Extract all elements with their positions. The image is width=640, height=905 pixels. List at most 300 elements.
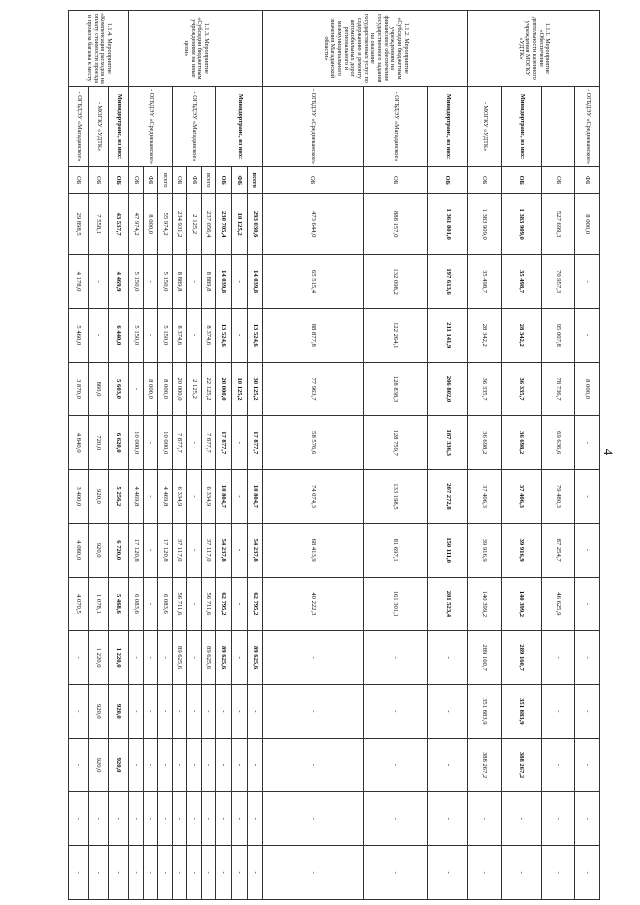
amount-cell: 860,0 xyxy=(89,362,109,416)
amount-cell: - xyxy=(363,846,428,900)
amount-cell: 47 974,2 xyxy=(129,194,144,255)
amount-cell: 161 301,1 xyxy=(363,577,428,631)
amount-cell: - xyxy=(428,631,468,685)
amount-cell: 37 117,0 xyxy=(172,523,187,577)
amount-cell: - xyxy=(428,738,468,792)
amount-cell: 150 111,0 xyxy=(428,523,468,577)
amount-cell: - xyxy=(363,738,428,792)
amount-cell: 5 460,0 xyxy=(69,308,89,362)
amount-cell: 6 720,0 xyxy=(109,523,129,577)
executor-cell xyxy=(542,86,575,167)
amount-cell: 132 098,2 xyxy=(363,255,428,309)
amount-cell: - xyxy=(231,631,247,685)
amount-cell: 17 120,8 xyxy=(158,523,173,577)
amount-cell: 28 342,2 xyxy=(468,308,501,362)
activity-name-cell: 1.1.4. Мероприятие «Компенсация расходов на оплату стоимости проезда и провоза багажа к месту xyxy=(69,11,129,87)
amount-cell: 81 697,1 xyxy=(363,523,428,577)
amount-cell: - xyxy=(89,792,109,846)
amount-cell: 20 000,0 xyxy=(172,362,187,416)
amount-cell: 10 804,7 xyxy=(247,470,263,524)
amount-cell: 4 469,9 xyxy=(109,255,129,309)
amount-cell: 8 374,6 xyxy=(172,308,187,362)
amount-cell: 2 125,2 xyxy=(187,194,202,255)
executor-cell: Минидортранс, из них: xyxy=(501,86,541,167)
amount-cell: - xyxy=(172,684,187,738)
executor-cell: Минидортранс, из них: xyxy=(109,86,129,167)
amount-cell: 37 406,3 xyxy=(468,470,501,524)
amount-cell: 5 150,0 xyxy=(158,308,173,362)
amount-cell: 1 383 909,0 xyxy=(468,194,501,255)
amount-cell: - xyxy=(216,738,232,792)
amount-cell: - xyxy=(129,738,144,792)
amount-cell: - xyxy=(263,684,363,738)
amount-cell: - xyxy=(363,631,428,685)
amount-cell: 6 620,0 xyxy=(109,416,129,470)
funding-source-cell: всего xyxy=(247,167,263,194)
funding-source-cell: ОБ xyxy=(542,167,575,194)
amount-cell: - xyxy=(575,792,600,846)
amount-cell: - xyxy=(143,631,158,685)
amount-cell: - xyxy=(363,684,428,738)
amount-cell: 14 039,8 xyxy=(247,255,263,309)
funding-source-cell: ОБ xyxy=(468,167,501,194)
amount-cell: - xyxy=(247,792,263,846)
table-row xyxy=(263,11,363,900)
amount-cell: 8 000,0 xyxy=(575,362,600,416)
amount-cell: - xyxy=(158,684,173,738)
funding-source-cell: ОБ xyxy=(216,167,232,194)
amount-cell: 133 198,5 xyxy=(363,470,428,524)
executor-cell: - ОГБДЭУ «Магаданское» xyxy=(172,86,216,167)
amount-cell: - xyxy=(542,792,575,846)
amount-cell: - xyxy=(129,631,144,685)
amount-cell: - xyxy=(542,738,575,792)
amount-cell: 8 000,0 xyxy=(143,362,158,416)
amount-cell: 4 469,8 xyxy=(158,470,173,524)
amount-cell: 68 413,9 xyxy=(263,523,363,577)
amount-cell: - xyxy=(109,792,129,846)
page-number: 4 xyxy=(601,448,616,456)
amount-cell: 1 383 909,0 xyxy=(501,194,541,255)
amount-cell: 5 468,6 xyxy=(109,577,129,631)
executor-cell: - ОГБДЭУ «Среднеканское» xyxy=(575,86,600,167)
amount-cell: - xyxy=(143,577,158,631)
amount-cell: 5 150,0 xyxy=(129,255,144,309)
amount-cell: - xyxy=(201,684,216,738)
funding-source-cell: ФБ xyxy=(187,167,202,194)
amount-cell: - xyxy=(428,792,468,846)
amount-cell: 8 000,0 xyxy=(158,362,173,416)
amount-cell: - xyxy=(129,362,144,416)
amount-cell: 46 625,9 xyxy=(542,577,575,631)
funding-source-cell: всего xyxy=(201,167,216,194)
amount-cell: 40 222,3 xyxy=(263,577,363,631)
amount-cell: - xyxy=(575,255,600,309)
amount-cell: - xyxy=(231,684,247,738)
amount-cell: - xyxy=(187,523,202,577)
amount-cell: 36 335,7 xyxy=(468,362,501,416)
amount-cell: - xyxy=(468,846,501,900)
amount-cell: - xyxy=(231,255,247,309)
amount-cell: 197 613,6 xyxy=(428,255,468,309)
amount-cell: - xyxy=(263,738,363,792)
amount-cell: 8 000,0 xyxy=(575,194,600,255)
amount-cell: - xyxy=(89,846,109,900)
amount-cell: - xyxy=(143,846,158,900)
amount-cell: 388 267,2 xyxy=(468,738,501,792)
amount-cell: 230 705,4 xyxy=(216,194,232,255)
amount-cell: 37 406,3 xyxy=(501,470,541,524)
budget-table-container xyxy=(68,10,600,900)
amount-cell: - xyxy=(172,738,187,792)
amount-cell: 4 840,0 xyxy=(69,416,89,470)
funding-source-cell: ОБ xyxy=(501,167,541,194)
amount-cell: - xyxy=(231,792,247,846)
table-body xyxy=(69,11,600,900)
amount-cell: - xyxy=(542,631,575,685)
amount-cell: 88 877,8 xyxy=(263,308,363,362)
amount-cell: - xyxy=(201,846,216,900)
amount-cell: - xyxy=(542,846,575,900)
amount-cell: - xyxy=(216,792,232,846)
table-row xyxy=(201,11,216,900)
funding-source-cell: ОБ xyxy=(109,167,129,194)
amount-cell: 78 736,7 xyxy=(542,362,575,416)
activity-name-cell: 1.1.1. Мероприятие «Обеспечение деятельности казенного учреждения МОГКУ «УДТК» xyxy=(468,11,600,87)
amount-cell: - xyxy=(231,577,247,631)
amount-cell: - xyxy=(143,416,158,470)
executor-cell: - ОГБДЭУ «Среднеканское» xyxy=(263,86,363,167)
executor-cell: Минидортранс, из них: xyxy=(428,86,468,167)
table-row xyxy=(69,11,89,900)
executor-cell: - ОГБДЭУ «Магаданское» xyxy=(69,86,89,167)
amount-cell: 4 080,0 xyxy=(69,523,89,577)
amount-cell: - xyxy=(89,255,109,309)
amount-cell: - xyxy=(187,846,202,900)
funding-source-cell: ФБ xyxy=(143,167,158,194)
amount-cell: - xyxy=(143,738,158,792)
amount-cell: 39 916,9 xyxy=(501,523,541,577)
amount-cell: - xyxy=(187,308,202,362)
amount-cell: 7 877,7 xyxy=(172,416,187,470)
amount-cell: - xyxy=(158,792,173,846)
amount-cell: 13 524,6 xyxy=(247,308,263,362)
amount-cell: - xyxy=(187,792,202,846)
activity-name-cell: 1.1.3. Мероприятие «Субсидии бюджетным учреждениям на иные цели» xyxy=(129,11,263,87)
amount-cell: 54 237,8 xyxy=(247,523,263,577)
amount-cell: 206 802,0 xyxy=(428,362,468,416)
amount-cell: - xyxy=(263,631,363,685)
amount-cell: 5 150,0 xyxy=(158,255,173,309)
funding-source-cell: ОБ xyxy=(129,167,144,194)
budget-table xyxy=(68,10,600,900)
amount-cell: 237 056,4 xyxy=(201,194,216,255)
amount-cell: - xyxy=(69,631,89,685)
amount-cell: - xyxy=(89,308,109,362)
amount-cell: 43 537,7 xyxy=(109,194,129,255)
amount-cell: 30 125,2 xyxy=(247,362,263,416)
amount-cell: - xyxy=(187,738,202,792)
amount-cell: - xyxy=(129,684,144,738)
amount-cell: - xyxy=(109,846,129,900)
amount-cell: 128 838,3 xyxy=(363,362,428,416)
funding-source-cell: ФБ xyxy=(575,167,600,194)
amount-cell: - xyxy=(69,792,89,846)
amount-cell: - xyxy=(231,470,247,524)
rotated-table-frame xyxy=(68,10,600,900)
amount-cell: 3 870,0 xyxy=(69,362,89,416)
amount-cell: 920,0 xyxy=(109,738,129,792)
amount-cell: 187 336,3 xyxy=(428,416,468,470)
amount-cell: - xyxy=(187,684,202,738)
amount-cell: 4 070,5 xyxy=(69,577,89,631)
amount-cell: - xyxy=(69,738,89,792)
amount-cell: 54 237,8 xyxy=(216,523,232,577)
amount-cell: - xyxy=(129,792,144,846)
amount-cell: - xyxy=(575,470,600,524)
amount-cell: 35 498,7 xyxy=(501,255,541,309)
activity-name-cell: 1.1.2. Мероприятие «Субсидии бюджетным учреждениям на финансовое обеспечение государственного задания на оказание государственных услуг по содержанию и ремонту автомобильных дорог регионального и межмуниципального значения Магаданской области» xyxy=(263,11,468,87)
amount-cell: 35 498,7 xyxy=(468,255,501,309)
amount-cell: 14 039,8 xyxy=(216,255,232,309)
amount-cell: - xyxy=(187,577,202,631)
amount-cell: - xyxy=(201,738,216,792)
amount-cell: - xyxy=(187,470,202,524)
amount-cell: - xyxy=(575,631,600,685)
amount-cell: 201 523,4 xyxy=(428,577,468,631)
amount-cell: 70 957,3 xyxy=(542,255,575,309)
funding-source-cell: ОБ xyxy=(69,167,89,194)
funding-source-cell: ОБ xyxy=(428,167,468,194)
amount-cell: 79 480,3 xyxy=(542,470,575,524)
amount-cell: 7 877,7 xyxy=(201,416,216,470)
amount-cell: - xyxy=(143,684,158,738)
amount-cell: 55 974,2 xyxy=(158,194,173,255)
amount-cell: 720,0 xyxy=(89,416,109,470)
amount-cell: - xyxy=(201,792,216,846)
amount-cell: 8 889,8 xyxy=(172,255,187,309)
amount-cell: - xyxy=(216,846,232,900)
amount-cell: - xyxy=(143,792,158,846)
table-row xyxy=(89,11,109,900)
amount-cell: - xyxy=(468,792,501,846)
amount-cell: - xyxy=(575,577,600,631)
amount-cell: - xyxy=(187,631,202,685)
amount-cell: - xyxy=(69,846,89,900)
amount-cell: 4 178,0 xyxy=(69,255,89,309)
amount-cell: - xyxy=(143,523,158,577)
amount-cell: - xyxy=(428,684,468,738)
amount-cell: 10 000,0 xyxy=(129,416,144,470)
amount-cell: 128 759,7 xyxy=(363,416,428,470)
amount-cell: 293 030,6 xyxy=(247,194,263,255)
amount-cell: 4 469,8 xyxy=(129,470,144,524)
amount-cell: 920,0 xyxy=(109,684,129,738)
table-row xyxy=(468,11,501,900)
amount-cell: 95 007,8 xyxy=(542,308,575,362)
amount-cell: 122 264,1 xyxy=(363,308,428,362)
amount-cell: 920,0 xyxy=(89,470,109,524)
table-row xyxy=(575,11,600,900)
amount-cell: - xyxy=(143,308,158,362)
executor-cell: - ОГБДЭУ «Магаданское» xyxy=(363,86,428,167)
amount-cell: - xyxy=(231,846,247,900)
amount-cell: - xyxy=(172,792,187,846)
amount-cell: - xyxy=(158,846,173,900)
amount-cell: 74 074,3 xyxy=(263,470,363,524)
amount-cell: - xyxy=(172,846,187,900)
funding-source-cell: ОБ xyxy=(172,167,187,194)
amount-cell: - xyxy=(231,523,247,577)
amount-cell: 13 524,6 xyxy=(216,308,232,362)
table-row xyxy=(363,11,428,900)
amount-cell: - xyxy=(129,846,144,900)
amount-cell: 22 125,2 xyxy=(201,362,216,416)
amount-cell: 36 698,2 xyxy=(501,416,541,470)
amount-cell: 65 515,4 xyxy=(263,255,363,309)
amount-cell: - xyxy=(231,308,247,362)
amount-cell: 5 150,0 xyxy=(129,308,144,362)
amount-cell: 36 698,2 xyxy=(468,416,501,470)
amount-cell: - xyxy=(231,416,247,470)
amount-cell: 888 157,0 xyxy=(363,194,428,255)
amount-cell: 39 916,9 xyxy=(468,523,501,577)
amount-cell: 87 254,7 xyxy=(542,523,575,577)
amount-cell: - xyxy=(143,255,158,309)
amount-cell: 28 342,2 xyxy=(501,308,541,362)
table-row xyxy=(158,11,173,900)
amount-cell: 17 877,7 xyxy=(247,416,263,470)
table-row xyxy=(428,11,468,900)
amount-cell: - xyxy=(158,631,173,685)
amount-cell: 1 220,0 xyxy=(89,631,109,685)
amount-cell: 8 374,6 xyxy=(201,308,216,362)
amount-cell: - xyxy=(575,416,600,470)
amount-cell: 1 078,1 xyxy=(89,577,109,631)
amount-cell: - xyxy=(575,684,600,738)
amount-cell: 10 804,7 xyxy=(216,470,232,524)
amount-cell: 289 160,7 xyxy=(468,631,501,685)
amount-cell: 234 931,2 xyxy=(172,194,187,255)
amount-cell: - xyxy=(187,416,202,470)
amount-cell: - xyxy=(231,738,247,792)
amount-cell: 211 141,9 xyxy=(428,308,468,362)
amount-cell: 5 603,0 xyxy=(109,362,129,416)
amount-cell: 920,0 xyxy=(89,523,109,577)
amount-cell: 37 117,0 xyxy=(201,523,216,577)
amount-cell: - xyxy=(575,523,600,577)
amount-cell: 1 361 801,0 xyxy=(428,194,468,255)
amount-cell: - xyxy=(247,738,263,792)
amount-cell: 29 898,5 xyxy=(69,194,89,255)
amount-cell: 6 440,0 xyxy=(109,308,129,362)
amount-cell: 62 795,2 xyxy=(216,577,232,631)
amount-cell: 17 120,8 xyxy=(129,523,144,577)
amount-cell: 3 400,0 xyxy=(69,470,89,524)
amount-cell: 10 125,2 xyxy=(231,194,247,255)
amount-cell: - xyxy=(187,255,202,309)
executor-cell: - МОГКУ «УДТК» xyxy=(89,86,109,167)
amount-cell: 2 125,2 xyxy=(187,362,202,416)
funding-source-cell: ОБ xyxy=(263,167,363,194)
amount-cell: 527 699,3 xyxy=(542,194,575,255)
amount-cell: - xyxy=(575,846,600,900)
amount-cell: 351 883,9 xyxy=(468,684,501,738)
amount-cell: 1 220,0 xyxy=(109,631,129,685)
amount-cell: - xyxy=(501,846,541,900)
amount-cell: 6 083,6 xyxy=(129,577,144,631)
amount-cell: 7 558,1 xyxy=(89,194,109,255)
amount-cell: 56 711,6 xyxy=(201,577,216,631)
funding-source-cell: ОБ xyxy=(363,167,428,194)
amount-cell: - xyxy=(542,684,575,738)
amount-cell: 8 889,8 xyxy=(201,255,216,309)
amount-cell: - xyxy=(428,846,468,900)
amount-cell: 89 625,6 xyxy=(216,631,232,685)
amount-cell: 6 334,9 xyxy=(201,470,216,524)
amount-cell: 140 399,2 xyxy=(468,577,501,631)
amount-cell: 77 963,7 xyxy=(263,362,363,416)
amount-cell: 17 877,7 xyxy=(216,416,232,470)
amount-cell: - xyxy=(575,308,600,362)
table-row xyxy=(542,11,575,900)
amount-cell: - xyxy=(216,684,232,738)
amount-cell: - xyxy=(501,792,541,846)
amount-cell: 920,0 xyxy=(89,738,109,792)
amount-cell: 388 267,2 xyxy=(501,738,541,792)
table-row xyxy=(501,11,541,900)
amount-cell: 6 334,9 xyxy=(172,470,187,524)
amount-cell: 473 644,0 xyxy=(263,194,363,255)
amount-cell: 6 083,6 xyxy=(158,577,173,631)
executor-cell: - ОГБДЭУ «Среднеканское» xyxy=(129,86,173,167)
amount-cell: 289 160,7 xyxy=(501,631,541,685)
amount-cell: 56 711,6 xyxy=(172,577,187,631)
amount-cell: - xyxy=(247,684,263,738)
amount-cell: 10 000,0 xyxy=(158,416,173,470)
amount-cell: - xyxy=(263,792,363,846)
amount-cell: 920,0 xyxy=(89,684,109,738)
amount-cell: 20 000,0 xyxy=(216,362,232,416)
amount-cell: - xyxy=(263,846,363,900)
amount-cell: 207 272,8 xyxy=(428,470,468,524)
amount-cell: - xyxy=(575,738,600,792)
funding-source-cell: всего xyxy=(158,167,173,194)
amount-cell: 69 636,6 xyxy=(542,416,575,470)
amount-cell: 62 795,2 xyxy=(247,577,263,631)
amount-cell: 89 625,6 xyxy=(201,631,216,685)
amount-cell: 89 625,6 xyxy=(172,631,187,685)
executor-cell: - МОГКУ «УДТК» xyxy=(468,86,501,167)
funding-source-cell: ОБ xyxy=(89,167,109,194)
amount-cell: 58 576,6 xyxy=(263,416,363,470)
amount-cell: - xyxy=(363,792,428,846)
amount-cell: 36 335,7 xyxy=(501,362,541,416)
amount-cell: 10 125,2 xyxy=(231,362,247,416)
amount-cell: 5 256,2 xyxy=(109,470,129,524)
amount-cell: - xyxy=(158,738,173,792)
amount-cell: 140 399,2 xyxy=(501,577,541,631)
amount-cell: 351 883,9 xyxy=(501,684,541,738)
amount-cell: 89 625,6 xyxy=(247,631,263,685)
amount-cell: 8 000,0 xyxy=(143,194,158,255)
amount-cell: - xyxy=(143,470,158,524)
amount-cell: - xyxy=(247,846,263,900)
funding-source-cell: ФБ xyxy=(231,167,247,194)
amount-cell: - xyxy=(69,684,89,738)
table-row xyxy=(247,11,263,900)
table-row xyxy=(109,11,129,900)
